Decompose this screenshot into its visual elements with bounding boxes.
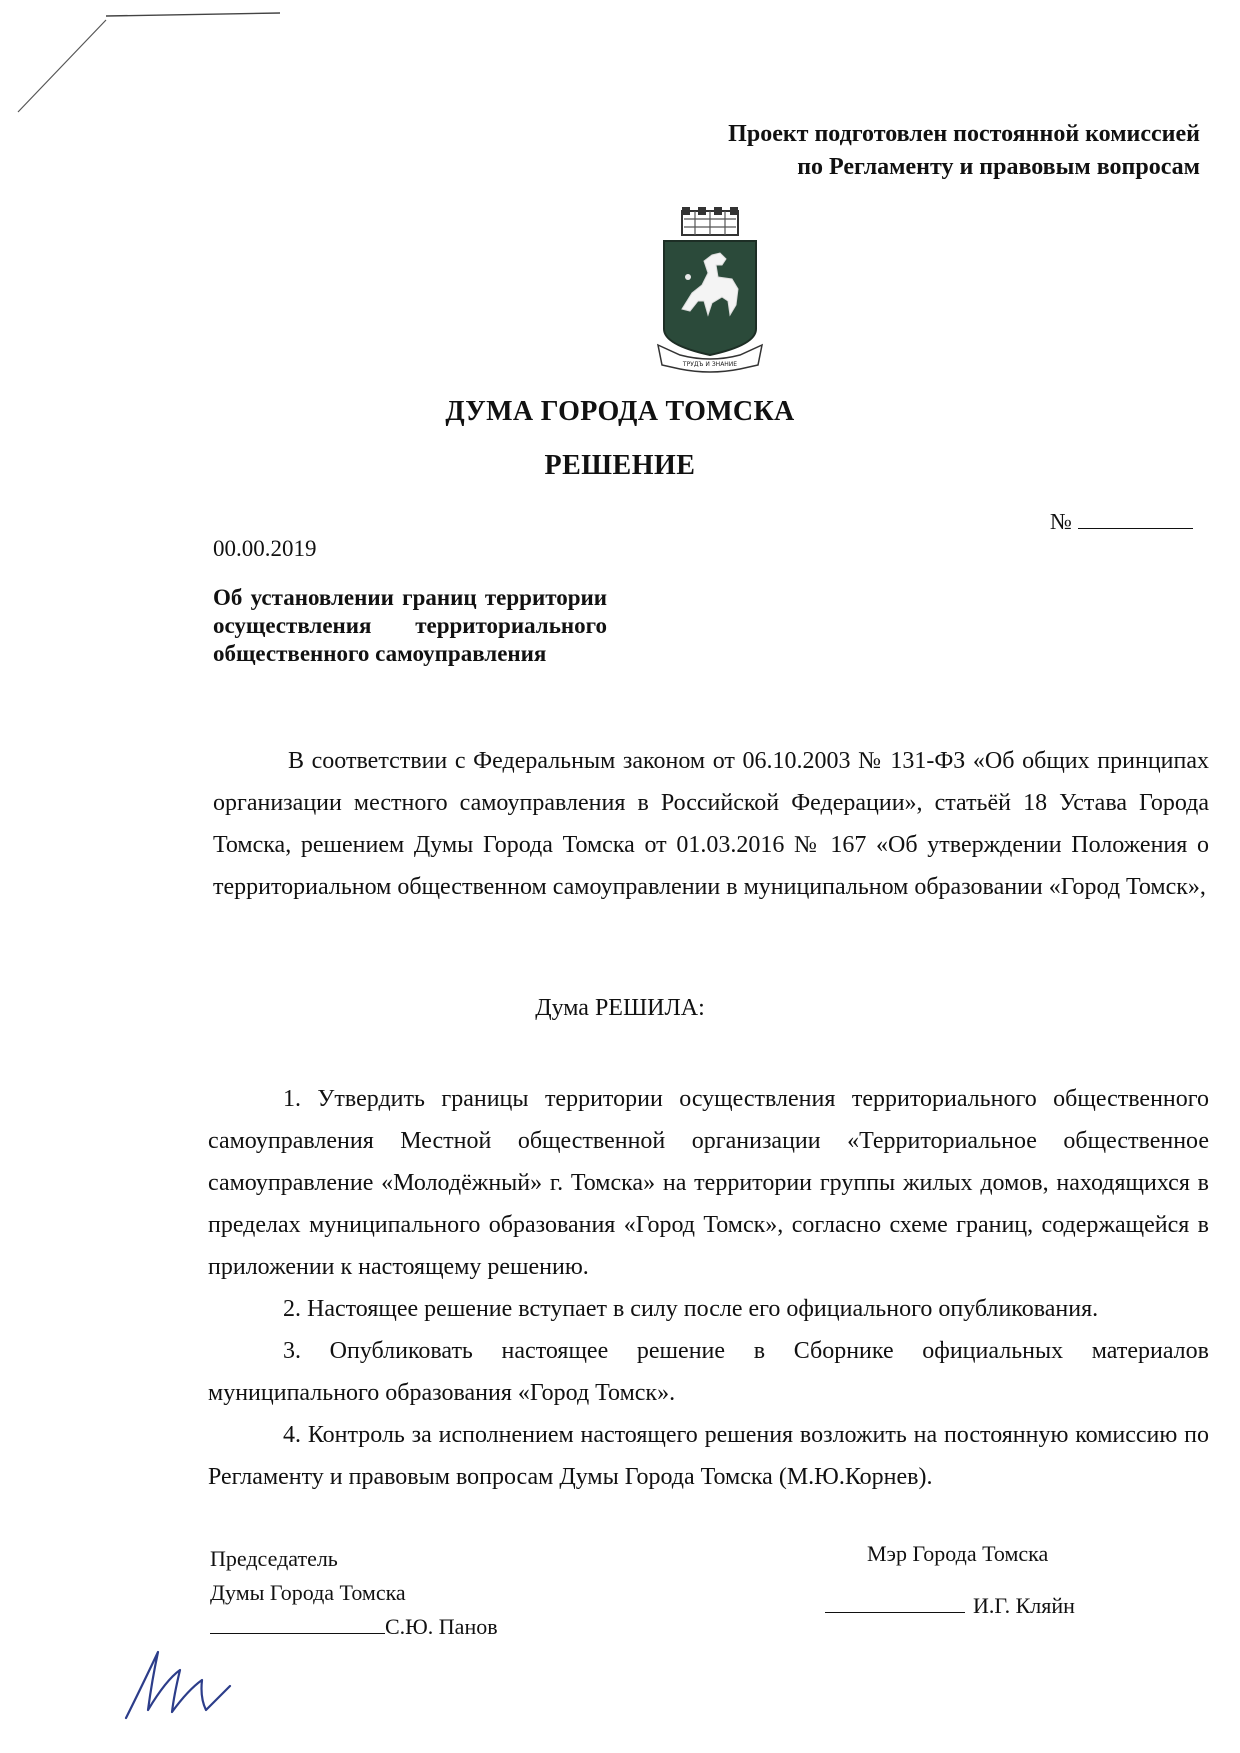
prepared-line-2: по Регламенту и правовым вопросам: [797, 154, 1200, 180]
number-blank-line: [1078, 508, 1193, 529]
chairman-signature-block: [210, 1542, 498, 1644]
prepared-line-1: Проект подготовлен постоянной комиссией: [728, 121, 1200, 147]
corner-pen-mark: [0, 0, 300, 130]
mayor-title: Мэр Города Томска: [867, 1541, 1049, 1566]
decision-item-2: 2. Настоящее решение вступает в силу после его официального опубликования.: [283, 1296, 1099, 1322]
tomsk-coat-of-arms-icon: [650, 205, 770, 375]
organization-title: ДУМА ГОРОДА ТОМСКА: [445, 396, 795, 427]
decision-number: [1050, 508, 1193, 535]
chairman-name: С.Ю. Панов: [385, 1614, 498, 1639]
duma-decided-heading: Дума РЕШИЛА:: [535, 995, 705, 1021]
chairman-title-line-2: Думы Города Томска: [210, 1580, 406, 1605]
decision-item-4: 4. Контроль за исполнением настоящего решения возложить на постоянную комиссию по Регламенту и правовым вопросам Думы Города Томска (М.Ю.Корнев).: [208, 1422, 1209, 1490]
mayor-signature-block: [825, 1535, 1075, 1625]
document-type-title: РЕШЕНИЕ: [544, 450, 696, 481]
chairman-signature-line: [210, 1611, 385, 1634]
mayor-signature-line: [825, 1590, 965, 1613]
decision-item-1: 1. Утвердить границы территории осуществления территориального общественного самоуправления Местной общественной организации «Территориальное общественное самоуправление «Молодёжный» г. Томска» на территории группы жилых домов, находящихся в пределах муниципального образования «Город Томск», согласно схеме границ, содержащейся в приложении к настоящему решению.: [208, 1086, 1209, 1280]
emblem-ribbon-text: ТРУДЪ И ЗНАНИЕ: [682, 361, 738, 368]
handwritten-signature: [118, 1640, 238, 1725]
preamble-paragraph: В соответствии с Федеральным законом от 06.10.2003 № 131-ФЗ «Об общих принципах организации местного самоуправления в Российской Федерации», статьёй 18 Устава Города Томска, решением Думы Города Томска от 01.03.2016 № 167 «Об утверждении Положения о территориальном общественном самоуправлении в муниципальном образовании «Город Томск»,: [213, 748, 1209, 900]
mayor-name: И.Г. Кляйн: [973, 1593, 1075, 1618]
decision-subject: Об установлении границ территории осуществления территориального общественного самоуправления: [213, 585, 607, 666]
number-label: №: [1050, 509, 1072, 534]
decision-date: 00.00.2019: [213, 536, 317, 561]
prepared-by-note: [728, 118, 1200, 184]
chairman-title-line-1: Председатель: [210, 1546, 338, 1571]
decision-items: [208, 1078, 1209, 1498]
decision-item-3: 3. Опубликовать настоящее решение в Сборнике официальных материалов муниципального образования «Город Томск».: [208, 1338, 1209, 1406]
